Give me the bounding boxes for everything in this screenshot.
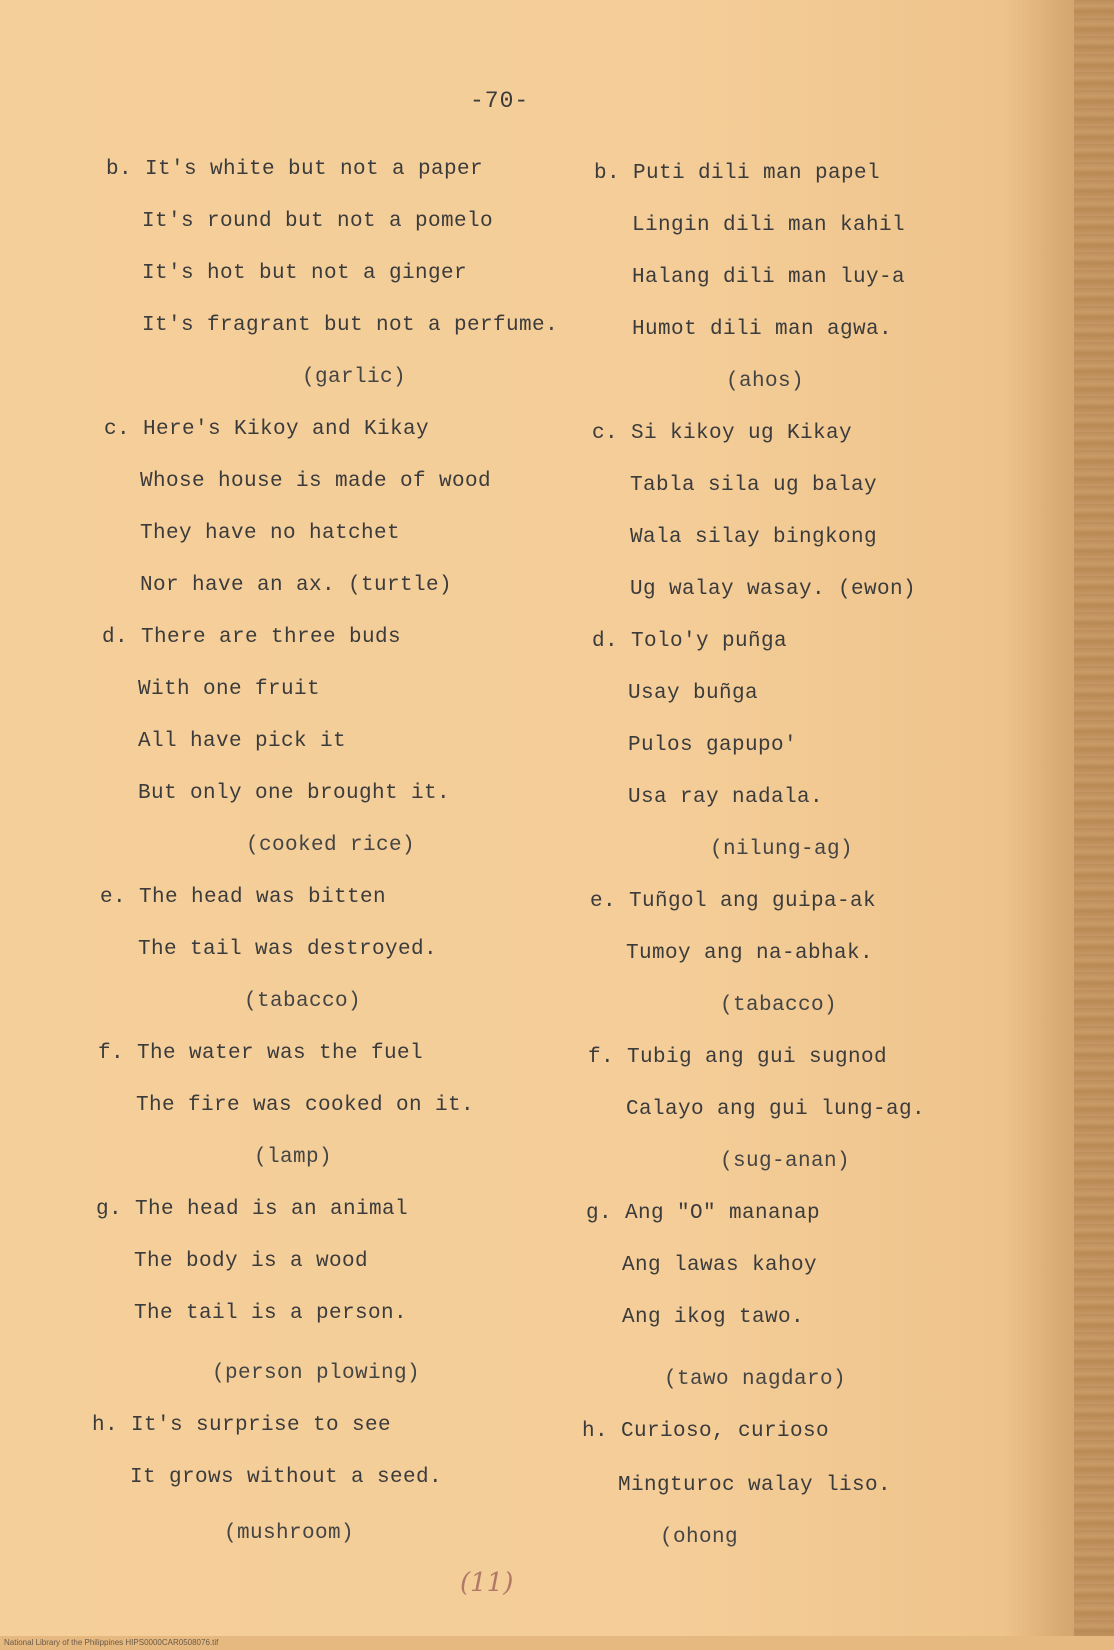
riddle-line: The body is a wood xyxy=(134,1250,369,1273)
riddle-line: With one fruit xyxy=(138,678,321,701)
riddle-line: e. Tuñgol ang guipa-ak xyxy=(590,890,877,913)
riddle-line: Calayo ang gui lung-ag. xyxy=(626,1098,926,1121)
riddle-answer: (cooked rice) xyxy=(246,834,416,857)
riddle-line: Ug walay wasay. (ewon) xyxy=(630,578,917,601)
riddle-line: b. It's white but not a paper xyxy=(106,158,484,181)
riddle-answer: (mushroom) xyxy=(224,1522,355,1545)
riddle-line: g. The head is an animal xyxy=(96,1198,409,1221)
riddle-line: They have no hatchet xyxy=(140,522,401,545)
riddle-line: Wala silay bingkong xyxy=(630,526,878,549)
riddle-line: The tail is a person. xyxy=(134,1302,408,1325)
riddle-line: f. Tubig ang gui sugnod xyxy=(588,1046,888,1069)
riddle-line: It grows without a seed. xyxy=(130,1466,443,1489)
book-spine xyxy=(1074,0,1114,1650)
riddle-line: c. Here's Kikoy and Kikay xyxy=(104,418,430,441)
riddle-line: c. Si kikoy ug Kikay xyxy=(592,422,853,445)
riddle-line: Pulos gapupo' xyxy=(628,734,798,757)
riddle-line: Humot dili man agwa. xyxy=(632,318,893,341)
riddle-line: Ang ikog tawo. xyxy=(622,1306,805,1329)
riddle-line: But only one brought it. xyxy=(138,782,451,805)
riddle-line: Tumoy ang na-abhak. xyxy=(626,942,874,965)
riddle-line: The fire was cooked on it. xyxy=(136,1094,475,1117)
riddle-line: Lingin dili man kahil xyxy=(632,214,906,237)
page-number: -70- xyxy=(470,88,530,114)
riddle-line: Whose house is made of wood xyxy=(140,470,492,493)
riddle-answer: (sug-anan) xyxy=(720,1150,851,1173)
riddle-line: d. Tolo'y puñga xyxy=(592,630,788,653)
riddle-answer: (lamp) xyxy=(254,1146,333,1169)
riddle-answer: (tabacco) xyxy=(720,994,838,1017)
riddle-line: Halang dili man luy-a xyxy=(632,266,906,289)
riddle-answer: (nilung-ag) xyxy=(710,838,854,861)
riddle-line: Ang lawas kahoy xyxy=(622,1254,818,1277)
riddle-line: All have pick it xyxy=(138,730,347,753)
riddle-line: It's round but not a pomelo xyxy=(142,210,494,233)
riddle-line: e. The head was bitten xyxy=(100,886,387,909)
riddle-answer: (tawo nagdaro) xyxy=(664,1368,847,1391)
riddle-line: g. Ang "O" mananap xyxy=(586,1202,821,1225)
riddle-line: Usa ray nadala. xyxy=(628,786,824,809)
riddle-answer: (ohong xyxy=(660,1526,739,1549)
riddle-answer: (ahos) xyxy=(726,370,805,393)
riddle-answer: (tabacco) xyxy=(244,990,362,1013)
riddle-line: Mingturoc walay liso. xyxy=(618,1474,892,1497)
riddle-line: d. There are three buds xyxy=(102,626,402,649)
riddle-line: f. The water was the fuel xyxy=(98,1042,424,1065)
riddle-line: Usay buñga xyxy=(628,682,759,705)
riddle-answer: (person plowing) xyxy=(212,1362,421,1385)
riddle-line: h. Curioso, curioso xyxy=(582,1420,830,1443)
riddle-line: It's hot but not a ginger xyxy=(142,262,468,285)
riddle-line: The tail was destroyed. xyxy=(138,938,438,961)
riddle-line: Nor have an ax. (turtle) xyxy=(140,574,453,597)
scan-footer: National Library of the Philippines HIPS0000CAR0508076.tif xyxy=(0,1636,1114,1650)
riddle-line: b. Puti dili man papel xyxy=(594,162,881,185)
riddle-line: It's fragrant but not a perfume. xyxy=(142,314,559,337)
riddle-line: Tabla sila ug balay xyxy=(630,474,878,497)
riddle-line: h. It's surprise to see xyxy=(92,1414,392,1437)
riddle-answer: (garlic) xyxy=(302,366,407,389)
handwritten-mark: (11) xyxy=(460,1568,514,1598)
